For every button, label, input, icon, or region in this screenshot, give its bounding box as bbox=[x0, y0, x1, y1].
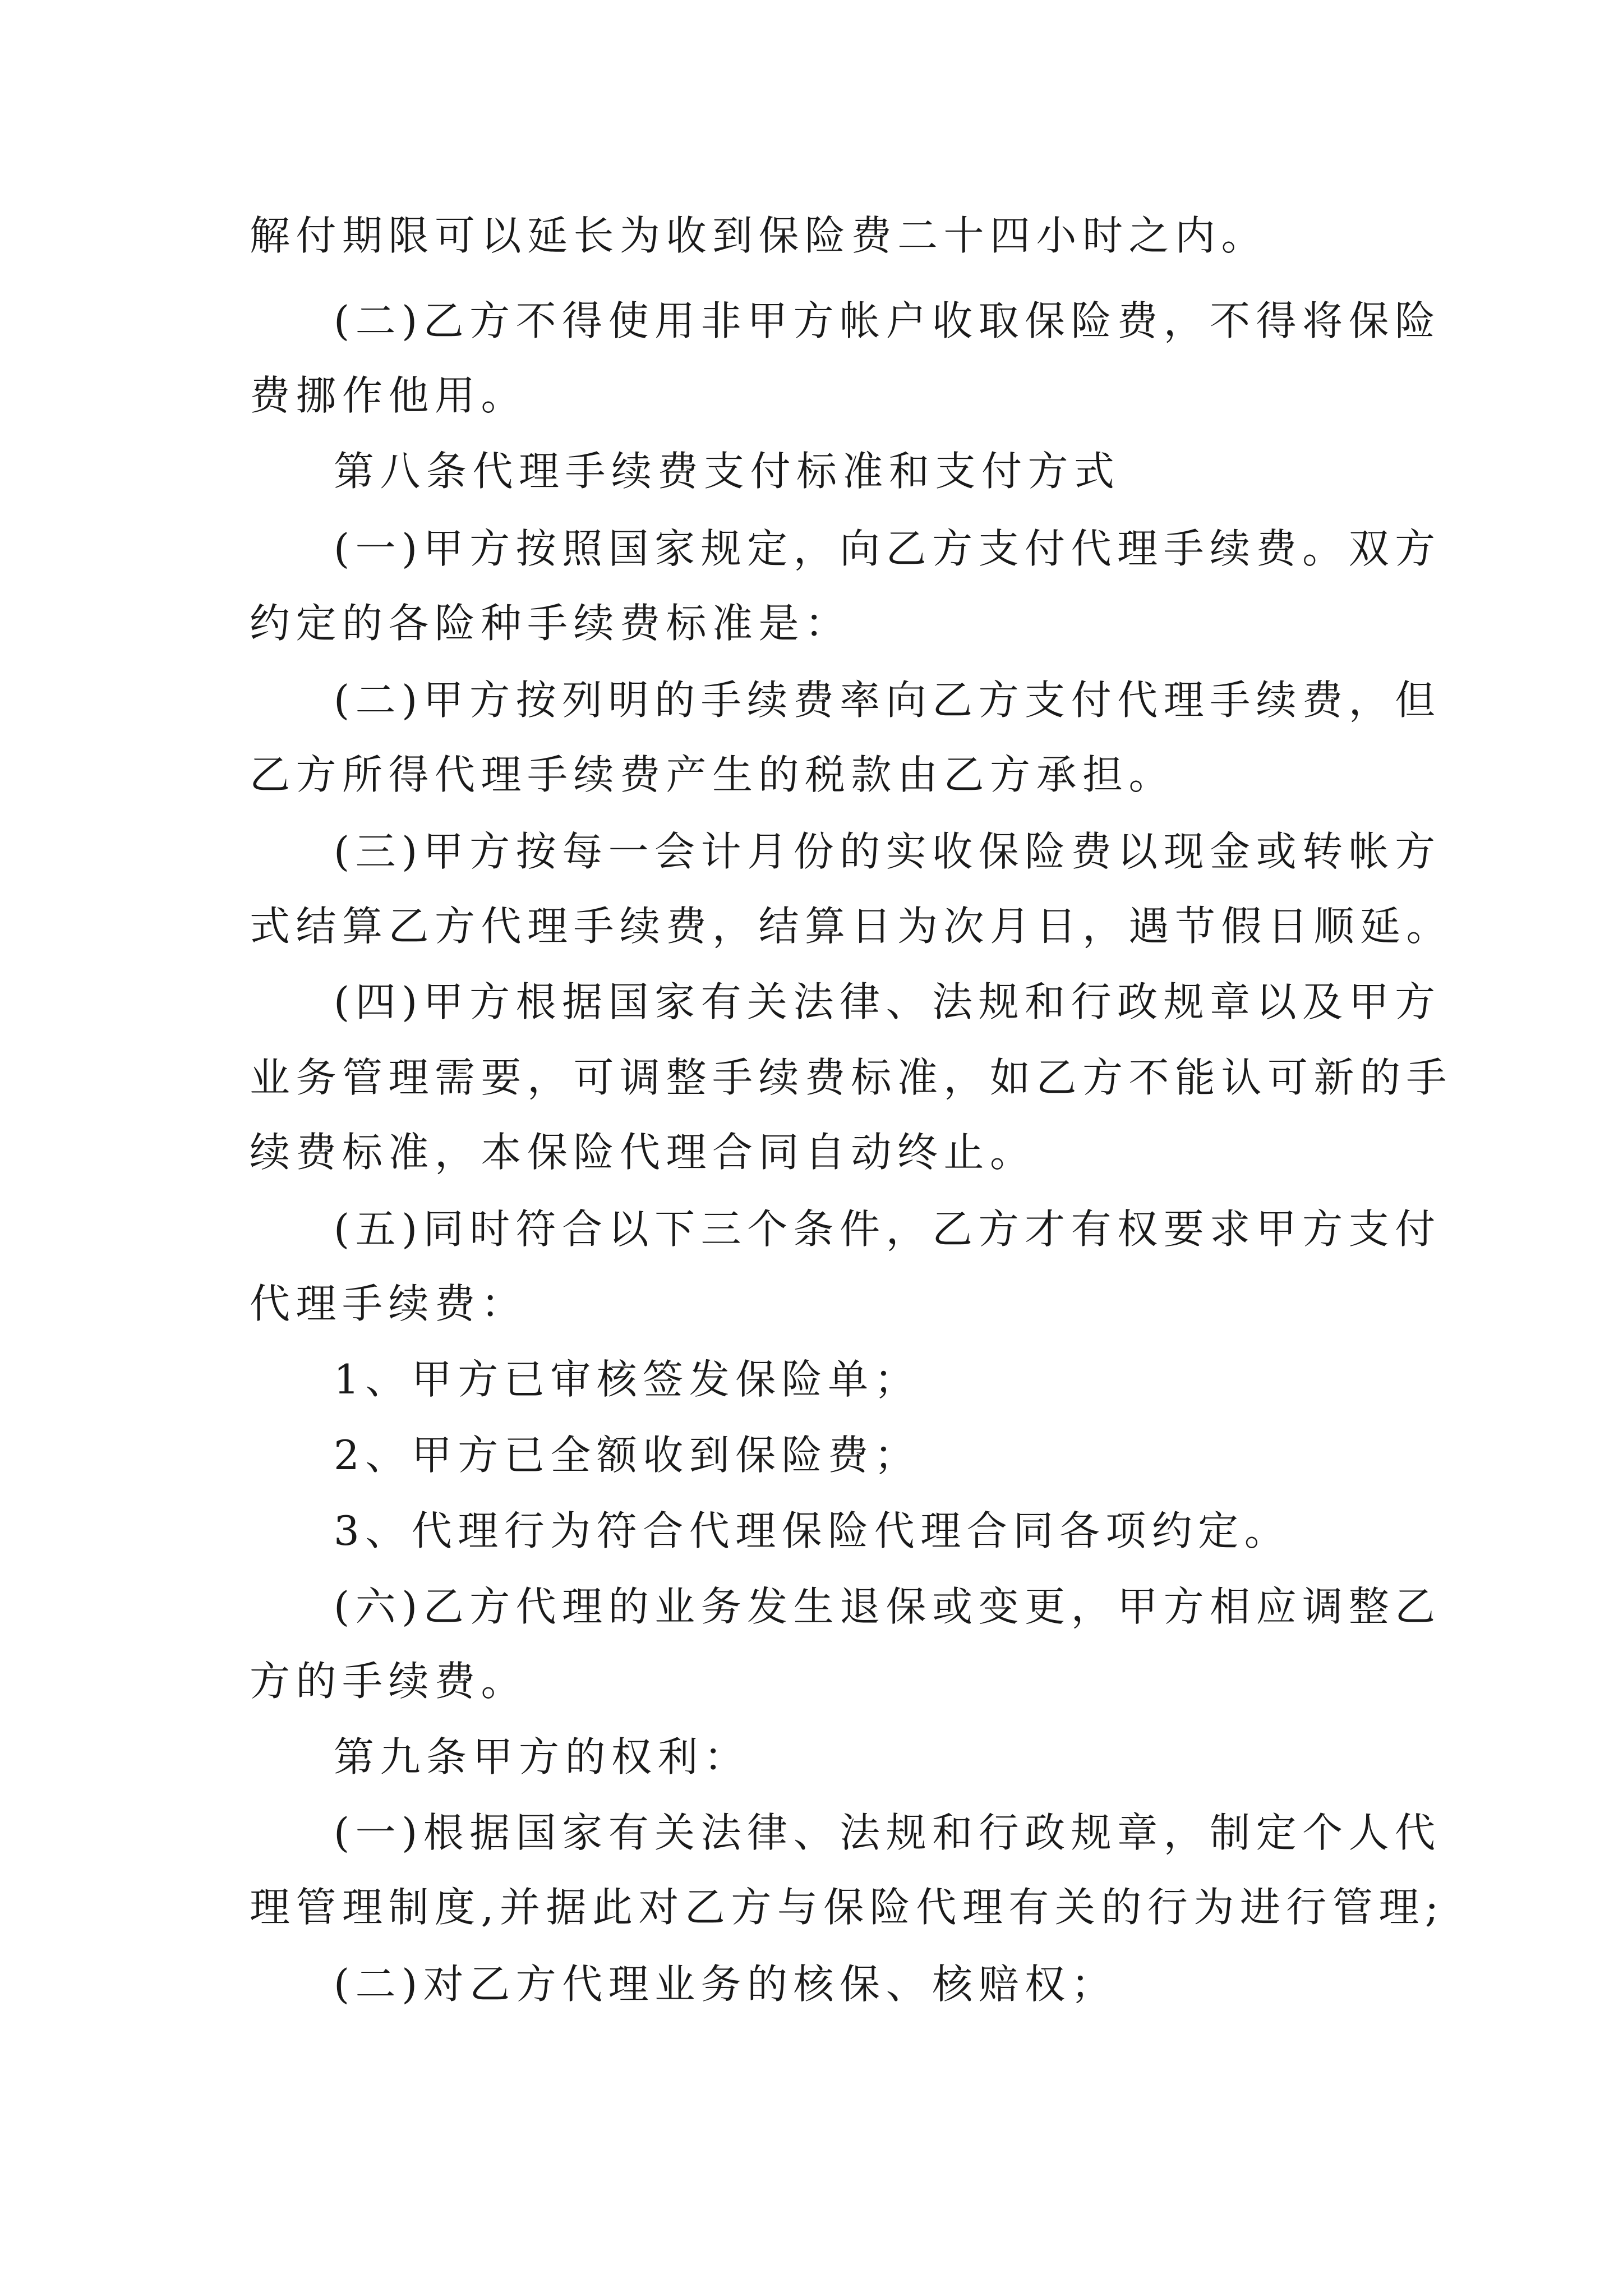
text-line: (六)乙方代理的业务发生退保或变更，甲方相应调整乙 bbox=[334, 1583, 1441, 1630]
text-line: 续费标准，本保险代理合同自动终止。 bbox=[250, 1129, 1036, 1176]
text-line: 解付期限可以延长为收到保险费二十四小时之内。 bbox=[250, 212, 1268, 259]
text-line: 式结算乙方代理手续费，结算日为次月日，遇节假日顺延。 bbox=[250, 903, 1453, 950]
text-line: (二)乙方不得使用非甲方帐户收取保险费，不得将保险 bbox=[334, 297, 1441, 344]
list-item: 2、甲方已全额收到保险费； bbox=[334, 1432, 921, 1479]
text-line: 理管理制度,并据此对乙方与保险代理有关的行为进行管理; bbox=[250, 1884, 1445, 1931]
section-heading: 第九条甲方的权利： bbox=[334, 1733, 750, 1780]
text-line: (五)同时符合以下三个条件，乙方才有权要求甲方支付 bbox=[334, 1205, 1441, 1253]
text-line: 方的手续费。 bbox=[250, 1658, 528, 1705]
text-line: 费挪作他用。 bbox=[250, 372, 528, 419]
section-heading: 第八条代理手续费支付标准和支付方式 bbox=[334, 448, 1121, 495]
text-line: (一)甲方按照国家规定，向乙方支付代理手续费。双方 bbox=[334, 525, 1441, 572]
text-line: (二)甲方按列明的手续费率向乙方支付代理手续费，但 bbox=[334, 677, 1441, 724]
text-line: (一)根据国家有关法律、法规和行政规章，制定个人代 bbox=[334, 1809, 1441, 1856]
text-line: 约定的各险种手续费标准是： bbox=[250, 600, 851, 647]
text-line: 代理手续费： bbox=[250, 1280, 528, 1327]
text-line: (四)甲方根据国家有关法律、法规和行政规章以及甲方 bbox=[334, 978, 1441, 1025]
list-item: 3、代理行为符合代理保险代理合同各项约定。 bbox=[334, 1507, 1291, 1554]
text-line: 业务管理需要，可调整手续费标准，如乙方不能认可新的手 bbox=[250, 1054, 1453, 1101]
text-line: 乙方所得代理手续费产生的税款由乙方承担。 bbox=[250, 751, 1175, 798]
list-item: 1、甲方已审核签发保险单； bbox=[334, 1356, 921, 1403]
text-line: (三)甲方按每一会计月份的实收保险费以现金或转帐方 bbox=[334, 828, 1441, 875]
text-line: (二)对乙方代理业务的核保、核赔权； bbox=[334, 1961, 1118, 2008]
